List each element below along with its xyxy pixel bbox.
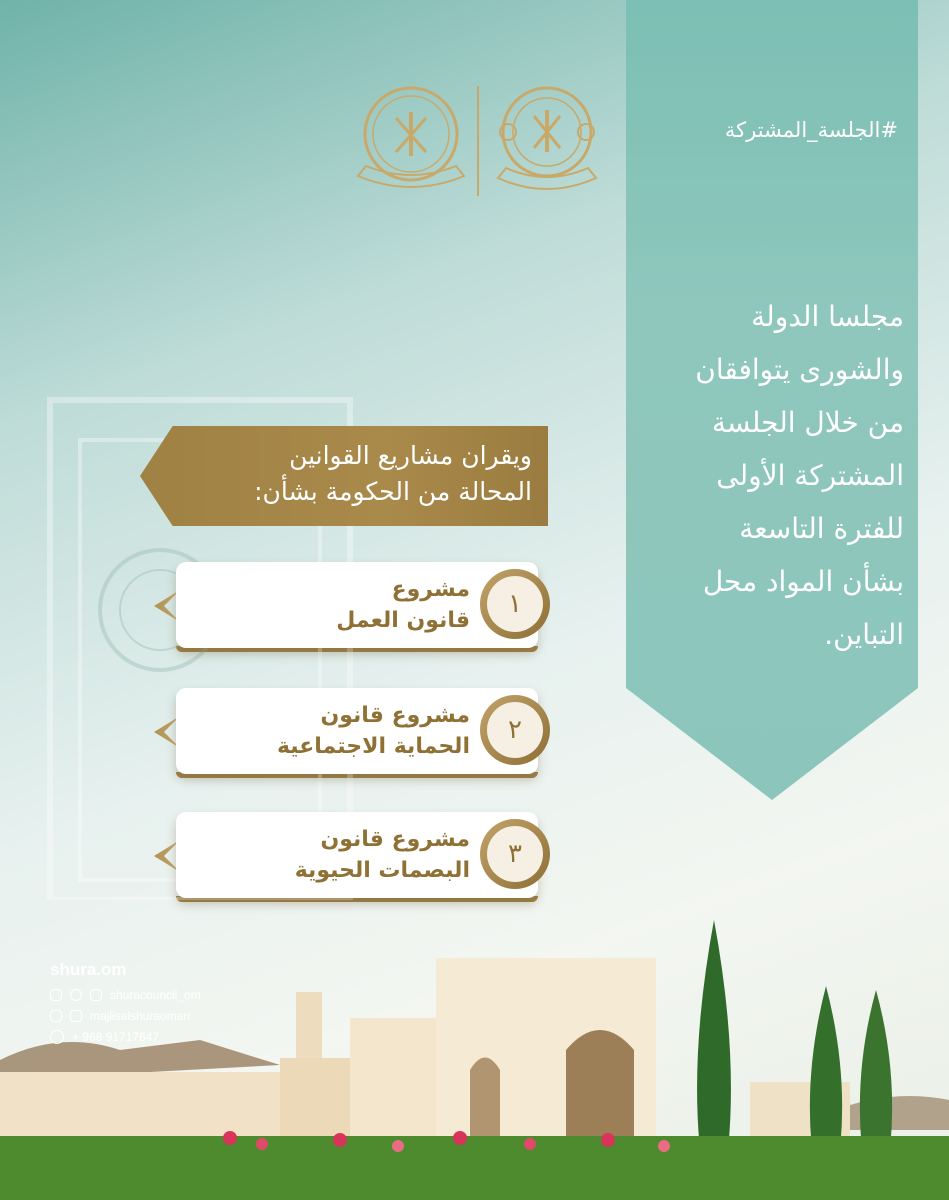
heading-line: المحالة من الحكومة بشأن: bbox=[254, 477, 532, 506]
item-number: ٣ bbox=[487, 826, 543, 882]
item-label-line: البصمات الحيوية bbox=[294, 858, 470, 883]
hashtag: #الجلسة_المشتركة bbox=[724, 118, 898, 142]
logo-divider bbox=[477, 86, 479, 196]
ribbon-statement bbox=[636, 290, 904, 661]
ribbon-line: المشتركة الأولى bbox=[716, 459, 904, 492]
council-logos bbox=[348, 78, 610, 204]
item-number-badge bbox=[480, 569, 550, 639]
item-number: ٢ bbox=[487, 702, 543, 758]
social-handle[interactable]: shuracouncil_om bbox=[110, 988, 201, 1002]
item-label bbox=[200, 574, 470, 636]
ribbon-line: بشأن المواد محل bbox=[702, 565, 904, 598]
whatsapp-icon[interactable] bbox=[50, 1030, 64, 1044]
snapchat-icon[interactable] bbox=[50, 989, 62, 1001]
list-item bbox=[140, 812, 550, 902]
state-council-logo-icon bbox=[484, 78, 610, 204]
list-item bbox=[140, 688, 550, 778]
item-number-badge bbox=[480, 695, 550, 765]
heading-text bbox=[180, 438, 532, 510]
shura-council-logo-icon bbox=[348, 78, 474, 204]
item-label-line: مشروع bbox=[391, 577, 470, 602]
ribbon-tail-icon bbox=[140, 712, 180, 752]
item-label-line: الحماية الاجتماعية bbox=[276, 734, 470, 759]
item-label bbox=[200, 700, 470, 762]
instagram-icon[interactable] bbox=[90, 989, 102, 1001]
social-row bbox=[50, 988, 201, 1002]
item-number: ١ bbox=[487, 576, 543, 632]
ribbon-line: التباين. bbox=[824, 618, 904, 651]
ribbon-line: للفترة التاسعة bbox=[739, 512, 904, 545]
social-handle[interactable]: majlisalshuraoman bbox=[90, 1009, 191, 1023]
item-label bbox=[200, 824, 470, 886]
website-link[interactable]: shura.om bbox=[50, 960, 127, 979]
phone-row bbox=[50, 1030, 201, 1044]
twitter-icon[interactable] bbox=[70, 989, 82, 1001]
youtube-icon[interactable] bbox=[50, 1010, 62, 1022]
phone-number[interactable]: + 968 91717647 bbox=[72, 1030, 160, 1044]
item-number-badge bbox=[480, 819, 550, 889]
ribbon-tail-icon bbox=[140, 836, 180, 876]
contact-info bbox=[50, 960, 201, 1051]
ribbon-line: من خلال الجلسة bbox=[711, 406, 904, 439]
heading-line: ويقران مشاريع القوانين bbox=[289, 441, 532, 470]
item-label-line: مشروع قانون bbox=[320, 703, 470, 728]
ribbon-line: مجلسا الدولة bbox=[751, 300, 904, 333]
ribbon-tail-icon bbox=[140, 586, 180, 626]
social-row bbox=[50, 1009, 201, 1023]
item-label-line: قانون العمل bbox=[336, 608, 470, 633]
item-label-line: مشروع قانون bbox=[320, 827, 470, 852]
list-item bbox=[140, 562, 550, 652]
facebook-icon[interactable] bbox=[70, 1010, 82, 1022]
ribbon-line: والشورى يتوافقان bbox=[695, 353, 904, 386]
